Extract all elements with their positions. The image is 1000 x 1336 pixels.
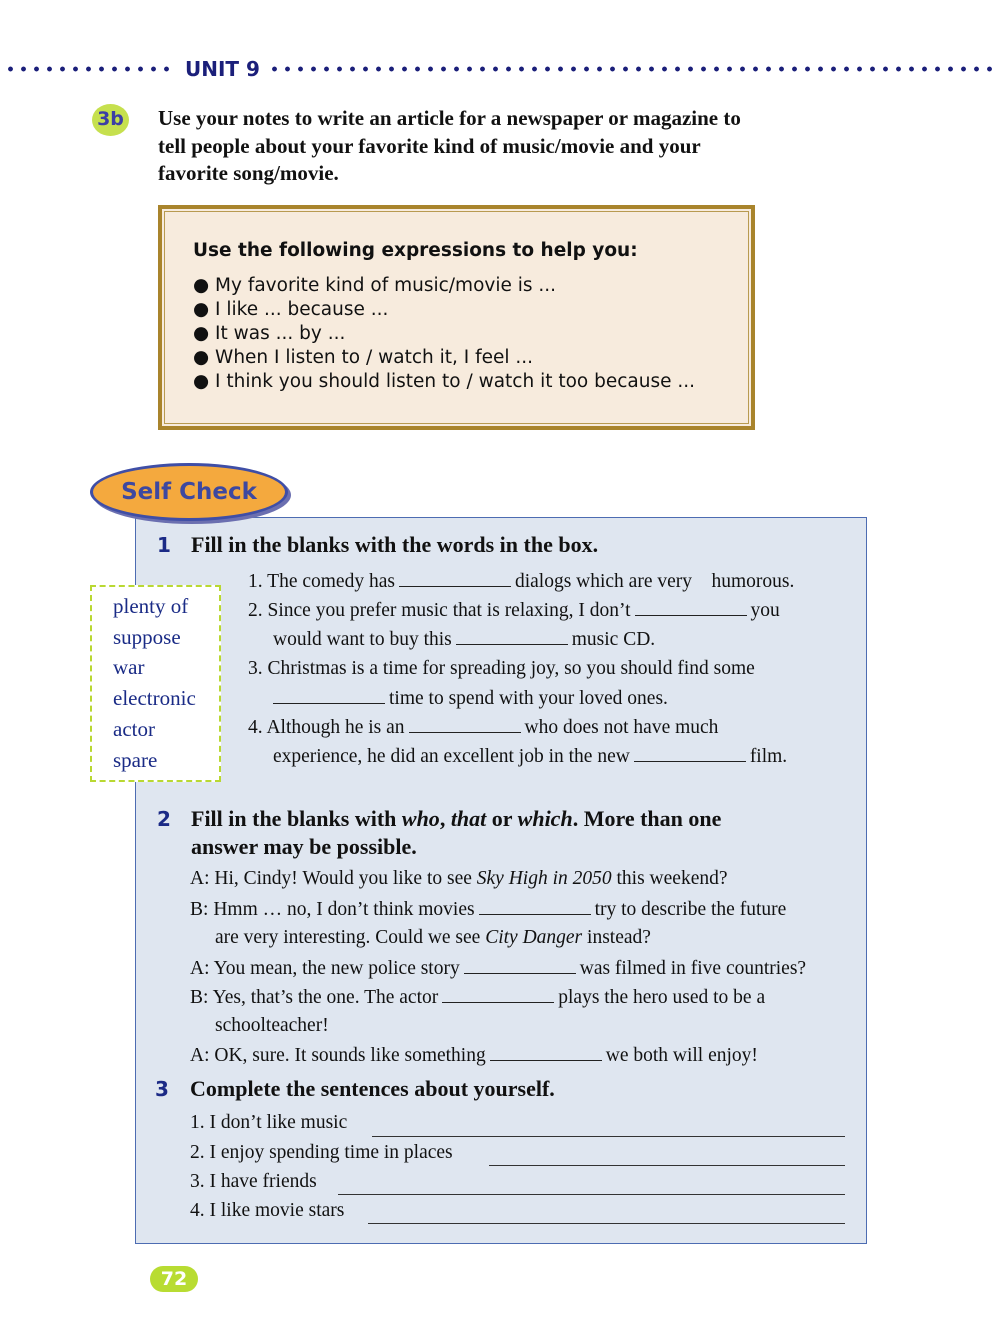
sentence-text: I like movie stars	[209, 1200, 345, 1221]
speaker: A:	[190, 868, 210, 889]
self-check-title: Self Check	[90, 463, 288, 521]
unit-title: UNIT 9	[185, 57, 260, 81]
expression-text: I like ... because ...	[215, 299, 389, 320]
sentence-text: humorous.	[711, 571, 795, 592]
dialog-text: try to describe the future	[594, 899, 787, 920]
sentence-text: I enjoy spending time in places	[209, 1142, 453, 1163]
sentence-item	[190, 1200, 344, 1222]
sentence-text: I have friends	[209, 1171, 317, 1192]
sentence-text: Although he is an	[266, 717, 405, 738]
heading-text: . More than one	[572, 806, 722, 831]
exercise-number: 1	[157, 533, 171, 557]
sentence-text: dialogs which are very	[514, 571, 693, 592]
dialog-text: we both will enjoy!	[605, 1045, 758, 1066]
sentence-text: music CD.	[571, 629, 656, 650]
task-instruction	[158, 105, 741, 188]
instruction-line: tell people about your favorite kind of music/movie and your	[158, 133, 701, 158]
answer-blank	[273, 687, 385, 704]
sentence-item	[190, 1171, 317, 1193]
dialog-line	[215, 927, 651, 949]
heading-text: or	[486, 806, 518, 831]
dialog-text: instead?	[582, 927, 651, 948]
answer-blank	[409, 716, 521, 733]
sentence-text: experience, he did an excellent job in the new	[273, 746, 630, 767]
item-number: 4.	[190, 1200, 205, 1221]
exercise-number: 2	[157, 807, 171, 831]
answer-blank	[399, 570, 511, 587]
expression-item: ● When I listen to / watch it, I feel ...	[193, 347, 534, 368]
sentence-line	[248, 716, 718, 739]
answer-blank	[456, 628, 568, 645]
item-number: 3.	[190, 1171, 205, 1192]
sentence-text: Since you prefer music that is relaxing, I don’t	[267, 600, 631, 621]
expressions-heading: Use the following expressions to help you:	[193, 240, 638, 261]
dialog-text: plays the hero used to be a	[558, 987, 766, 1008]
dialog-line	[190, 957, 806, 980]
exercise-heading	[191, 806, 721, 832]
word-option: spare	[113, 748, 158, 772]
dialog-text: OK, sure. It sounds like something	[214, 1045, 486, 1066]
sentence-text: I don’t like music	[209, 1112, 348, 1133]
sentence-line	[273, 628, 655, 651]
dialog-text: was filmed in five countries?	[579, 958, 807, 979]
expression-text: I think you should listen to / watch it too because ...	[215, 371, 696, 392]
speaker: A:	[190, 958, 210, 979]
movie-title: City Danger	[485, 927, 583, 948]
exercise-heading-line2: answer may be possible.	[191, 834, 417, 859]
heading-text: Fill in the blanks with	[191, 806, 402, 831]
heading-keyword: that	[450, 806, 487, 831]
answer-line	[489, 1165, 845, 1166]
answer-blank	[464, 957, 576, 974]
sentence-text: you	[750, 600, 780, 621]
answer-blank	[635, 599, 747, 616]
dialog-text: You mean, the new police story	[213, 958, 460, 979]
sentence-item	[190, 1142, 453, 1164]
dialog-line	[190, 898, 786, 921]
dialog-text: Hmm … no, I don’t think movies	[213, 899, 475, 920]
sentence-text: The comedy has	[267, 571, 395, 592]
speaker: A:	[190, 1045, 210, 1066]
exercise-heading: Complete the sentences about yourself.	[190, 1076, 555, 1101]
item-number: 1.	[190, 1112, 205, 1133]
expression-text: It was ... by ...	[215, 323, 346, 344]
sentence-text: who does not have much	[524, 717, 719, 738]
word-option: plenty of	[113, 594, 189, 618]
sentence-text: would want to buy this	[273, 629, 452, 650]
page-number: 72	[150, 1266, 198, 1292]
heading-keyword: which	[517, 806, 573, 831]
expression-text: When I listen to / watch it, I feel ...	[215, 347, 534, 368]
dialog-text: Hi, Cindy! Would you like to see	[214, 868, 477, 889]
sentence-line	[248, 658, 755, 680]
sentence-line	[273, 745, 787, 768]
speaker: B:	[190, 987, 209, 1008]
dialog-text: Yes, that’s the one. The actor	[212, 987, 439, 1008]
item-number: 2.	[248, 600, 263, 621]
word-option: suppose	[113, 625, 181, 649]
dialog-text: this weekend?	[611, 868, 728, 889]
dialog-line	[190, 1044, 758, 1067]
sentence-line	[248, 570, 794, 593]
movie-title: Sky High in 2050	[476, 868, 612, 889]
item-number: 3.	[248, 658, 263, 679]
item-number: 1.	[248, 571, 263, 592]
word-option: actor	[113, 717, 155, 741]
item-number: 4.	[248, 717, 263, 738]
heading-text: ,	[439, 806, 451, 831]
expression-item: ● My favorite kind of music/movie is ...	[193, 275, 557, 296]
answer-blank	[490, 1044, 602, 1061]
dotted-rule-right	[268, 66, 1000, 72]
instruction-line: favorite song/movie.	[158, 161, 339, 185]
answer-line	[372, 1136, 845, 1137]
answer-blank	[634, 745, 746, 762]
answer-blank	[479, 898, 591, 915]
sentence-text: time to spend with your loved ones.	[389, 688, 668, 709]
sentence-line	[248, 599, 780, 622]
word-option: war	[113, 655, 145, 679]
expression-item: ● I think you should listen to / watch it too because ...	[193, 371, 696, 392]
expression-item: ● It was ... by ...	[193, 323, 346, 344]
expression-item: ● I like ... because ...	[193, 299, 389, 320]
sentence-text: Christmas is a time for spreading joy, so you should find some	[267, 658, 755, 679]
answer-blank	[442, 986, 554, 1003]
item-number: 2.	[190, 1142, 205, 1163]
dialog-text: are very interesting. Could we see	[215, 927, 486, 948]
speaker: B:	[190, 899, 209, 920]
sentence-item	[190, 1112, 347, 1134]
dotted-rule-left	[4, 66, 169, 72]
exercise-heading: Fill in the blanks with the words in the box.	[191, 532, 599, 557]
exercise-number: 3	[155, 1077, 169, 1101]
heading-keyword: who	[401, 806, 440, 831]
sentence-text: film.	[749, 746, 788, 767]
sentence-line	[269, 687, 668, 710]
instruction-line: Use your notes to write an article for a newspaper or magazine to	[158, 106, 741, 130]
answer-line	[368, 1223, 845, 1224]
dialog-line	[190, 868, 728, 890]
dialog-line	[190, 986, 765, 1009]
answer-line	[338, 1194, 845, 1195]
expression-text: My favorite kind of music/movie is ...	[215, 275, 557, 296]
word-option: electronic	[113, 686, 196, 710]
dialog-line: schoolteacher!	[215, 1015, 329, 1036]
task-badge: 3b	[92, 104, 129, 136]
